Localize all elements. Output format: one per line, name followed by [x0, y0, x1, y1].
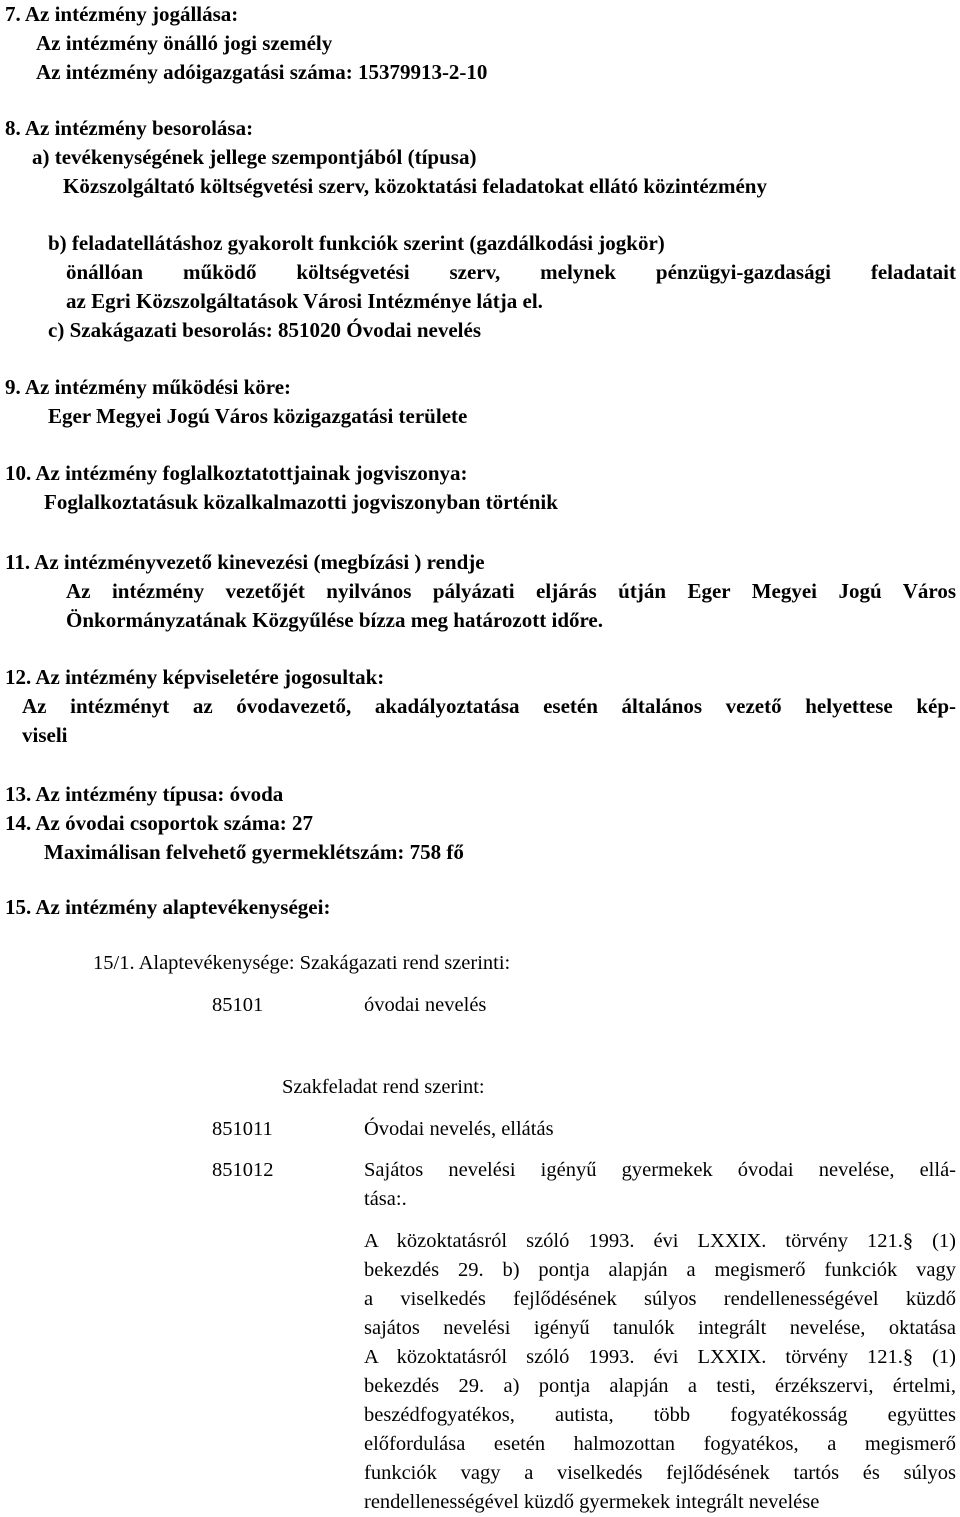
- section-8-a-text: Közszolgáltató költségvetési szerv, közoktatási feladatokat ellátó közintézmény: [63, 174, 767, 198]
- section-8-b-text-2: az Egri Közszolgáltatások Városi Intézménye látja el.: [66, 289, 543, 313]
- para-line: bekezdés 29. b) pontja alapján a megismerő funkciók vagy: [364, 1259, 956, 1281]
- section-9-heading: 9. Az intézmény működési köre:: [5, 375, 292, 399]
- para-line: sajátos nevelési igényű tanulók integrált nevelése, oktatása: [364, 1317, 956, 1339]
- para-line: beszédfogyatékos, autista, több fogyatékosság együttes: [364, 1404, 956, 1426]
- para-line: A közoktatásról szóló 1993. évi LXXIX. törvény 121.§ (1): [364, 1346, 956, 1368]
- section-13-text: 13. Az intézmény típusa: óvoda: [5, 782, 284, 806]
- section-8-c-text: c) Szakágazati besorolás: 851020 Óvodai nevelés: [48, 318, 482, 342]
- para-line: előfordulása esetén halmozottan fogyatékos, a megismerő: [364, 1433, 956, 1455]
- code-851011: 851011: [212, 1118, 273, 1140]
- section-8-b-label: b) feladatellátáshoz gyakorolt funkciók szerint (gazdálkodási jogkör): [48, 231, 665, 255]
- section-12-text-2: viseli: [22, 723, 68, 747]
- section-7-heading: 7. Az intézmény jogállása:: [5, 2, 239, 26]
- section-8-heading: 8. Az intézmény besorolása:: [5, 116, 254, 140]
- code-85101: 85101: [212, 994, 264, 1016]
- section-11-text-2: Önkormányzatának Közgyűlése bízza meg határozott időre.: [66, 608, 604, 632]
- code-851012: 851012: [212, 1159, 274, 1181]
- para-line: a viselkedés fejlődésének súlyos rendellenességével küzdő: [364, 1288, 956, 1310]
- section-15-sub-label: 15/1. Alaptevékenysége: Szakágazati rend szerinti:: [93, 952, 511, 974]
- szakfeladat-label: Szakfeladat rend szerint:: [282, 1076, 485, 1098]
- section-12-heading: 12. Az intézmény képviseletére jogosultak:: [5, 665, 385, 689]
- section-8-b-text-1: önállóan működő költségvetési szerv, melynek pénzügyi-gazdasági feladatait: [66, 260, 956, 284]
- para-line: bekezdés 29. a) pontja alapján a testi, érzékszervi, értelmi,: [364, 1375, 956, 1397]
- section-7-line2: Az intézmény adóigazgatási száma: 15379913-2-10: [36, 60, 488, 84]
- code-85101-text: óvodai nevelés: [364, 994, 487, 1016]
- section-9-text: Eger Megyei Jogú Város közigazgatási területe: [48, 404, 468, 428]
- section-7-line1: Az intézmény önálló jogi személy: [36, 31, 333, 55]
- section-14-text: 14. Az óvodai csoportok száma: 27: [5, 811, 313, 835]
- section-10-heading: 10. Az intézmény foglalkoztatottjainak jogviszonya:: [5, 461, 468, 485]
- para-line: A közoktatásról szóló 1993. évi LXXIX. törvény 121.§ (1): [364, 1230, 956, 1252]
- code-851012-text-1: Sajátos nevelési igényű gyermekek óvodai nevelése, ellá-: [364, 1159, 956, 1181]
- section-11-heading: 11. Az intézményvezető kinevezési (megbízási ) rendje: [5, 550, 485, 574]
- section-15-heading: 15. Az intézmény alaptevékenységei:: [5, 895, 331, 919]
- section-14-max: Maximálisan felvehető gyermeklétszám: 758 fő: [44, 840, 464, 864]
- section-10-text: Foglalkoztatásuk közalkalmazotti jogviszonyban történik: [44, 490, 558, 514]
- code-851012-text-2: tása:.: [364, 1188, 407, 1210]
- section-12-text-1: Az intézményt az óvodavezető, akadályoztatása esetén általános vezető helyettese kép-: [22, 694, 956, 718]
- section-11-text-1: Az intézmény vezetőjét nyilvános pályázati eljárás útján Eger Megyei Jogú Város: [66, 579, 956, 603]
- para-line: funkciók vagy a viselkedés fejlődésének tartós és súlyos: [364, 1462, 956, 1484]
- para-line: rendellenességével küzdő gyermekek integrált nevelése: [364, 1491, 820, 1513]
- code-851011-text: Óvodai nevelés, ellátás: [364, 1118, 554, 1140]
- section-8-a-label: a) tevékenységének jellege szempontjából (típusa): [32, 145, 477, 169]
